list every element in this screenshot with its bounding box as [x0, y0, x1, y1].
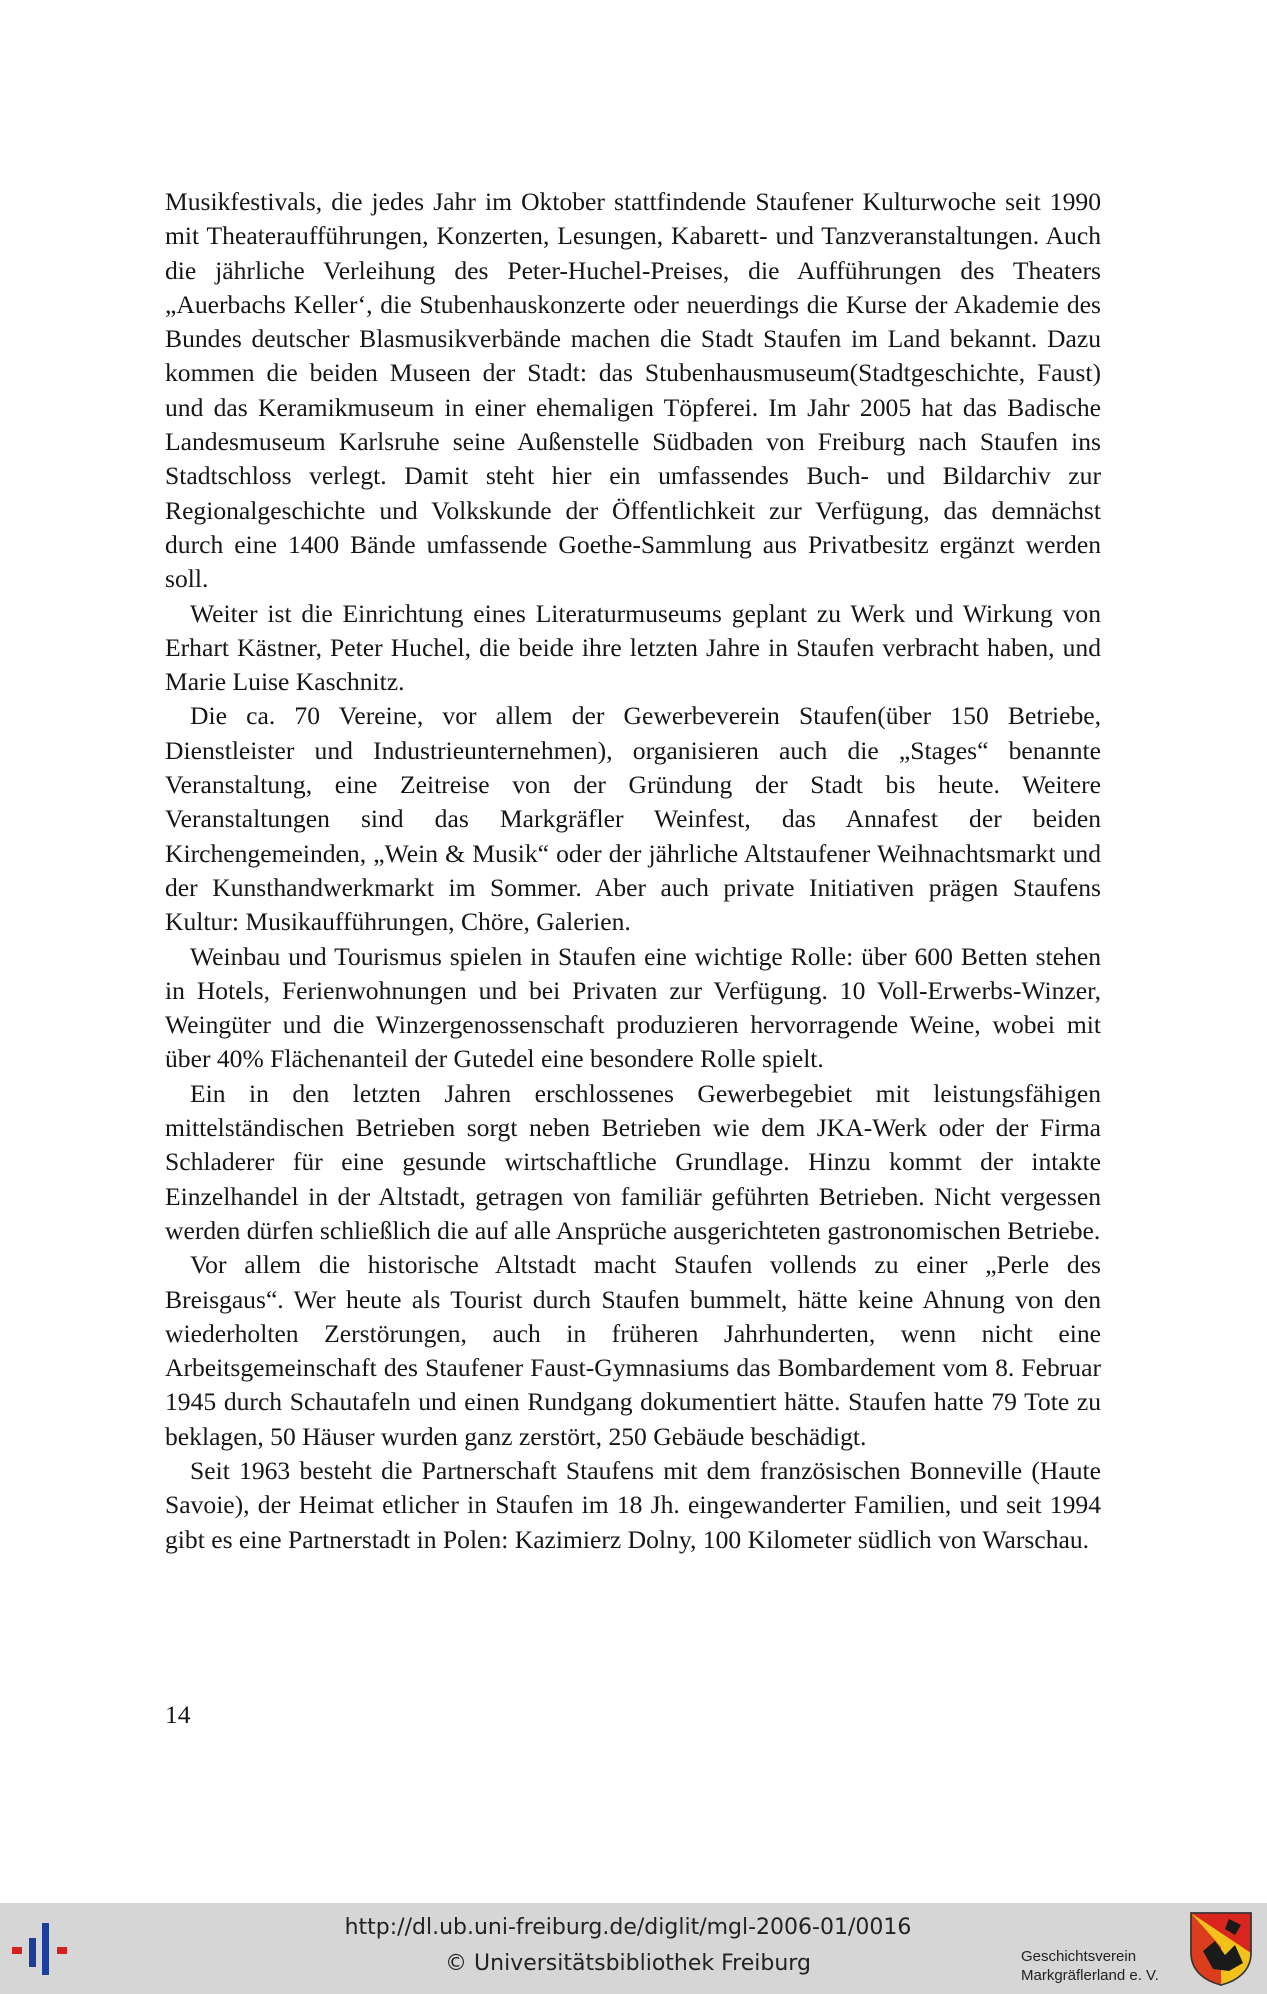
logo-bar — [57, 1947, 67, 1954]
document-url-link[interactable]: http://dl.ub.uni-freiburg.de/diglit/mgl-2006-01/0016 — [344, 1915, 912, 1940]
logo-bar — [29, 1938, 36, 1967]
coat-of-arms-icon[interactable] — [1189, 1911, 1253, 1987]
paragraph: Ein in den letzten Jahren erschlossenes Gewerbegebiet mit leistungsfähigen mittelständischen Betrieben sorgt neben Betrieben wie dem JKA-Werk oder der Firma Schladerer für eine gesunde wirtschaftliche Grundlage. Hinzu kommt der intakte Einzelhandel in der Altstadt, getragen von familiär geführten Betrieben. Nicht vergessen werden dürfen schließlich die auf alle Ansprüche ausgerichteten gastronomischen Betriebe. — [165, 1078, 1101, 1245]
page-number: 14 — [165, 1700, 191, 1729]
logo-bar — [12, 1947, 22, 1954]
org-name-line: Markgräflerland e. V. — [1021, 1967, 1159, 1984]
paragraph: Musikfestivals, die jedes Jahr im Oktober stattfindende Staufener Kulturwoche seit 1990 mit Theateraufführungen, Konzerten, Lesungen, Kabarett- und Tanzveranstaltungen. Auch die jährliche Verleihung des Peter-Huchel-Preises, die Aufführungen des Theaters „Auerbachs Keller‘, die Stubenhauskonzerte oder neuerdings die Kurse der Akademie des Bundes deutscher Blasmusikverbände machen die Stadt Staufen im Land bekannt. Dazu kommen die beiden Museen der Stadt: das Stubenhausmuseum(Stadtgeschichte, Faust) und das Keramikmuseum in einer ehemaligen Töpferei. Im Jahr 2005 hat das Badische Landesmuseum Karlsruhe seine Außenstelle Südbaden von Freiburg nach Staufen ins Stadtschloss verlegt. Damit steht hier ein umfassendes Buch- und Bildarchiv zur Regionalgeschichte und Volkskunde der Öffentlichkeit zur Verfügung, das demnächst durch eine 1400 Bände umfassende Goethe-Sammlung aus Privatbesitz ergänzt werden soll. — [165, 187, 1101, 594]
org-name-line: Geschichtsverein — [1021, 1948, 1137, 1965]
paragraph: Weinbau und Tourismus spielen in Staufen eine wichtige Rolle: über 600 Betten stehen in Hotels, Ferienwohnungen und bei Privaten zur Verfügung. 10 Voll-Erwerbs-Winzer, Weingüter und die Winzergenossenschaft produzieren hervorragende Weine, wobei mit über 40% Flächenanteil der Gutedel eine besondere Rolle spielt. — [165, 941, 1101, 1074]
org-name — [1021, 1947, 1181, 1985]
body-text — [165, 185, 1101, 1557]
ub-freiburg-logo-icon[interactable] — [12, 1920, 82, 1978]
paragraph: Vor allem die historische Altstadt macht Staufen vollends zu einer „Perle des Breisgaus“. Wer heute als Tourist durch Staufen bummelt, hätte keine Ahnung von den wiederholten Zerstörungen, auch in früheren Jahrhunderten, wenn nicht eine Arbeitsgemeinschaft des Staufener Faust-Gymnasiums das Bombardement vom 8. Februar 1945 durch Schautafeln und einen Rundgang dokumentiert hätte. Staufen hatte 79 Tote zu beklagen, 50 Häuser wurden ganz zerstört, 250 Gebäude beschädigt. — [165, 1250, 1101, 1451]
copyright-text: © Universitätsbibliothek Freiburg — [445, 1951, 811, 1976]
footer-bar — [0, 1903, 1267, 1994]
paragraph: Die ca. 70 Vereine, vor allem der Gewerbeverein Staufen(über 150 Betriebe, Dienstleister und Industrieunternehmen), organisieren auch die „Stages“ benannte Veranstaltung, eine Zeitreise von der Gründung der Stadt bis heute. Weitere Veranstaltungen sind das Markgräfler Weinfest, das Annafest der beiden Kirchengemeinden, „Wein & Musik“ oder der jährliche Altstaufener Weihnachtsmarkt und der Kunsthandwerkmarkt im Sommer. Aber auch private Initiativen prägen Staufens Kultur: Musikaufführungen, Chöre, Galerien. — [165, 701, 1101, 937]
logo-bar — [42, 1923, 49, 1975]
paragraph: Seit 1963 besteht die Partnerschaft Staufens mit dem französischen Bonneville (Haute Savoie), der Heimat etlicher in Staufen im 18 Jh. eingewanderter Familien, und seit 1994 gibt es eine Partnerstadt in Polen: Kazimierz Dolny, 100 Kilometer südlich von Warschau. — [165, 1455, 1101, 1554]
paragraph: Weiter ist die Einrichtung eines Literaturmuseums geplant zu Werk und Wirkung von Erhart Kästner, Peter Huchel, die beide ihre letzten Jahre in Staufen verbracht haben, und Marie Luise Kaschnitz. — [165, 598, 1101, 697]
